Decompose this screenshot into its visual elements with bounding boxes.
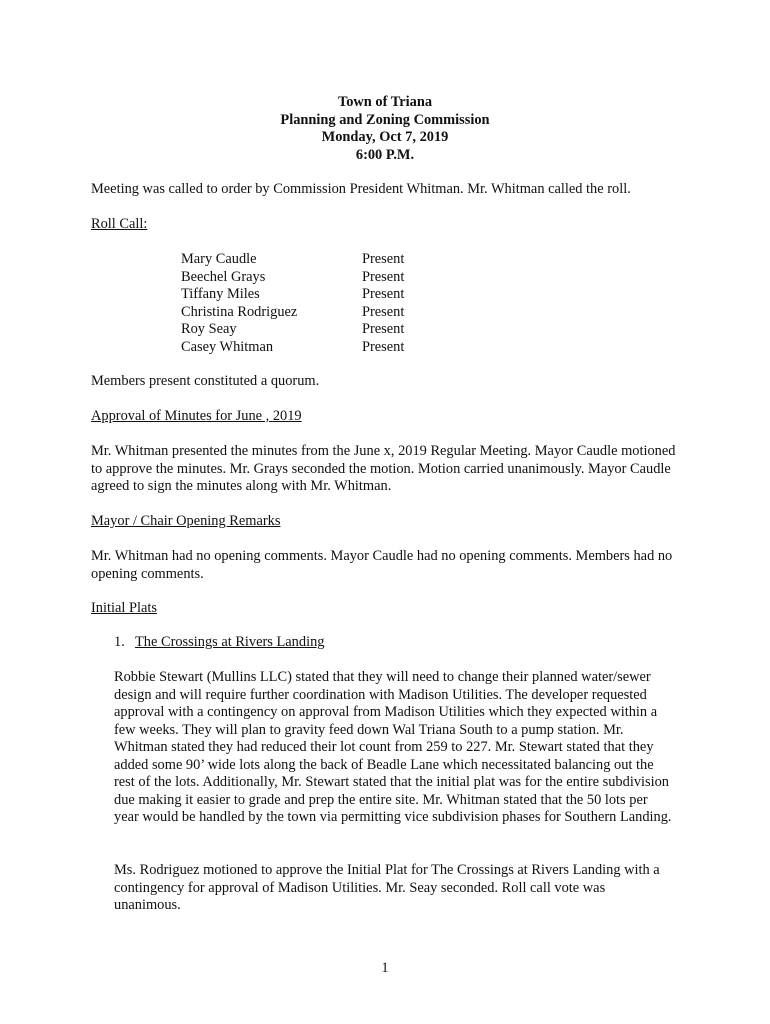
page-number: 1 (381, 960, 389, 976)
meeting-time: 6:00 P.M. (355, 146, 415, 163)
member-status: Present (362, 286, 405, 302)
roll-call-row (181, 286, 404, 304)
roll-call-row (181, 304, 404, 322)
commission-name: Planning and Zoning Commission (280, 111, 490, 128)
minutes-heading: Approval of Minutes for June , 2019 (91, 408, 302, 424)
town-name: Town of Triana (337, 94, 433, 110)
plat-item-number: 1. (114, 634, 125, 650)
meeting-date: Monday, Oct 7, 2019 (321, 129, 449, 145)
plat-motion-text: Ms. Rodriguez motioned to approve the Initial Plat for The Crossings at Rivers Landing with a contingency for approval of Madison Utilities. Mr. Seay seconded. Roll call vote was unanimous. (114, 862, 660, 913)
document-header (0, 94, 770, 164)
member-status: Present (362, 338, 405, 355)
member-status: Present (362, 321, 405, 337)
roll-call-heading: Roll Call: (91, 216, 148, 232)
quorum-text: Members present constituted a quorum. (91, 373, 320, 389)
member-status: Present (362, 251, 405, 267)
member-name: Mary Caudle (181, 251, 257, 267)
plat-item-title (114, 634, 324, 652)
member-name: Christina Rodriguez (181, 303, 298, 320)
plat-discussion-text: Robbie Stewart (Mullins LLC) stated that they will need to change their planned water/sewer design and will require further coordination with Madison Utilities. The developer requested approval with a contingency on approval from Madison Utilities which they expected within a few weeks. They will plan to gravity feed down Wal Triana South to a pump station. Mr. Whitman stated they had reduced their lot count from 259 to 227. Mr. Stewart stated that they added some 90’ wide lots along the back of Beadle Lane which necessitated balancing out the rest of the lots. Additionally, Mr. Stewart stated that the initial plat was for the entire subdivision due making it easier to grade and prep the entire site. Mr. Whitman stated that the 50 lots per year would be handled by the town via permitting vice subdivision phases for Southern Landing. (114, 669, 672, 825)
minutes-text: Mr. Whitman presented the minutes from the June x, 2019 Regular Meeting. Mayor Caudle motioned to approve the minutes. Mr. Grays seconded the motion. Motion carried unanimously. Mayor Caudle agreed to sign the minutes along with Mr. Whitman. (91, 443, 676, 494)
roll-call-row (181, 269, 404, 287)
member-status: Present (362, 303, 405, 320)
member-name: Beechel Grays (181, 268, 266, 285)
initial-plats-heading: Initial Plats (91, 600, 157, 616)
remarks-heading: Mayor / Chair Opening Remarks (91, 513, 281, 529)
remarks-text: Mr. Whitman had no opening comments. Mayor Caudle had no opening comments. Members had no opening comments. (91, 548, 673, 582)
roll-call-row (181, 321, 404, 339)
plat-item-name: The Crossings at Rivers Landing (135, 634, 325, 650)
call-to-order-text: Meeting was called to order by Commission President Whitman. Mr. Whitman called the roll. (91, 181, 631, 197)
member-name: Roy Seay (181, 321, 237, 337)
roll-call-list (181, 251, 404, 356)
member-name: Casey Whitman (181, 338, 274, 355)
member-status: Present (362, 268, 405, 285)
roll-call-row (181, 339, 404, 357)
member-name: Tiffany Miles (181, 286, 260, 302)
roll-call-row (181, 251, 404, 269)
